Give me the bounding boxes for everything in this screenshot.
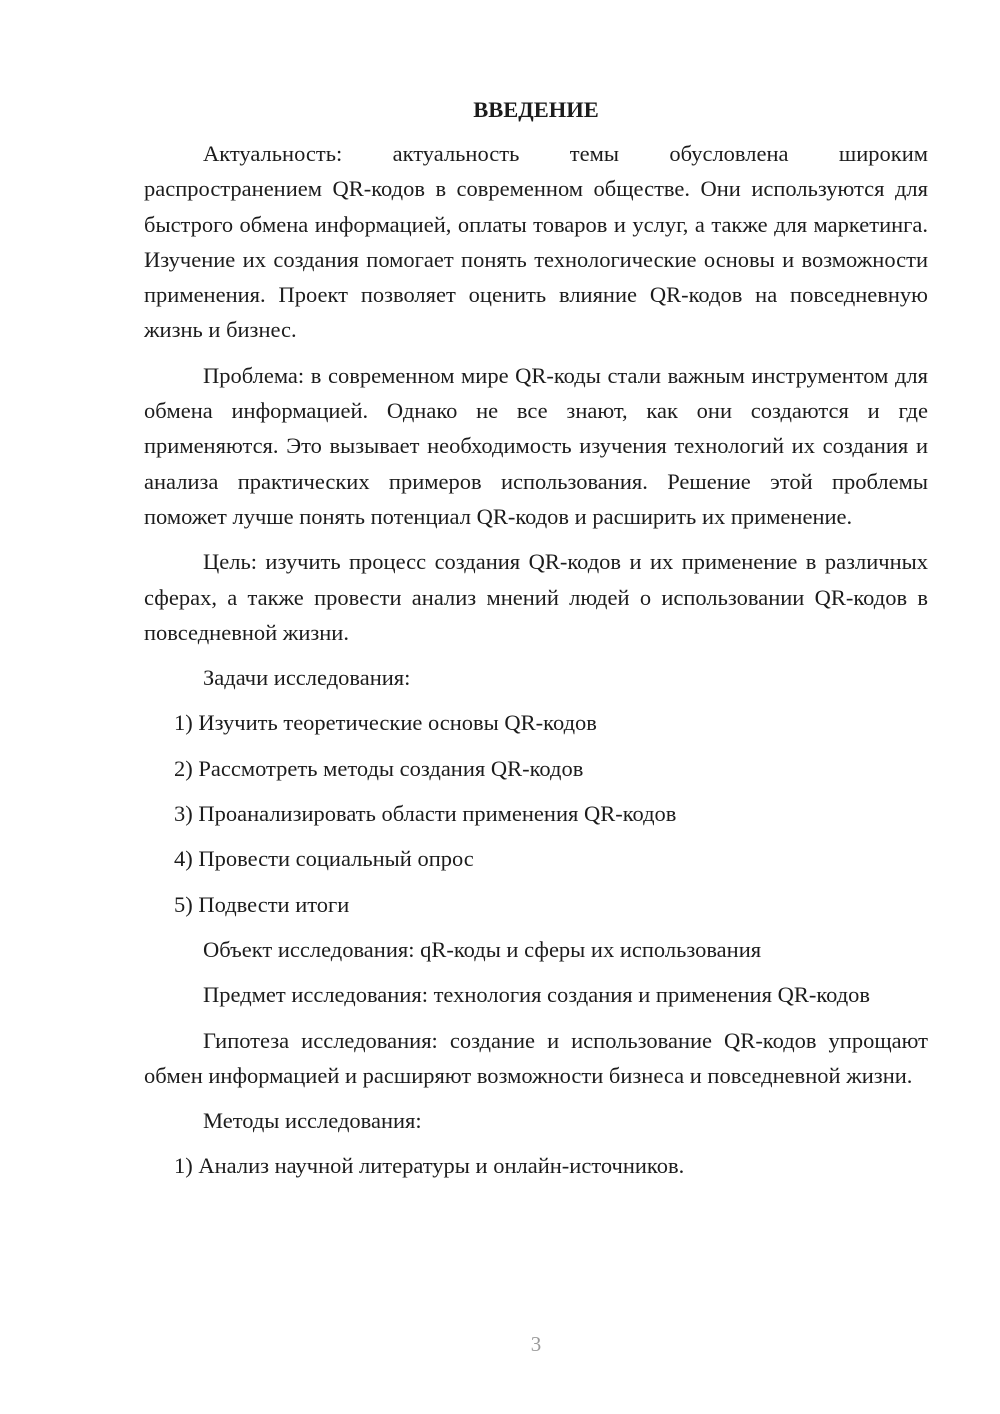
list-item: 5) Подвести итоги — [174, 891, 350, 917]
page-number: 3 — [530, 1332, 542, 1356]
methods-list — [144, 1148, 928, 1183]
tasks-list — [144, 705, 928, 921]
list-item: 3) Проанализировать области применения QR-кодов — [174, 801, 677, 827]
list-item: 1) Изучить теоретические основы QR-кодов — [174, 710, 597, 736]
object-paragraph: Объект исследования: qR-коды и сферы их использования — [203, 936, 762, 962]
list-item: 1) Анализ научной литературы и онлайн-источников. — [174, 1153, 685, 1179]
hypothesis-paragraph: Гипотеза исследования: создание и использование QR-кодов упрощают обмен информацией и расширяют возможности бизнеса и повседневной жизни. — [144, 1027, 928, 1088]
document-page — [144, 92, 928, 1194]
tasks-heading: Задачи исследования: — [203, 665, 411, 691]
section-title: ВВЕДЕНИЕ — [473, 97, 599, 122]
methods-heading: Методы исследования: — [203, 1108, 422, 1134]
relevance-paragraph: Актуальность: актуальность темы обусловлена широким распространением QR-кодов в современном обществе. Они используются для быстрого обмена информацией, оплаты товаров и услуг, а также для маркетинга. Изучение их создания помогает понять технологические основы и возможности применения. Проект позволяет оценить влияние QR-кодов на повседневную жизнь и бизнес. — [144, 141, 928, 343]
subject-paragraph: Предмет исследования: технология создания и применения QR-кодов — [203, 982, 871, 1008]
list-item: 2) Рассмотреть методы создания QR-кодов — [174, 755, 584, 781]
problem-paragraph: Проблема: в современном мире QR-коды стали важным инструментом для обмена информацией. Однако не все знают, как они создаются и где применяются. Это вызывает необходимость изучения технологий их создания и анализа практических примеров использования. Решение этой проблемы поможет лучше понять потенциал QR-кодов и расширить их применение. — [144, 362, 928, 529]
goal-paragraph: Цель: изучить процесс создания QR-кодов и их применение в различных сферах, а также провести анализ мнений людей о использовании QR-кодов в повседневной жизни. — [144, 549, 928, 645]
list-item: 4) Провести социальный опрос — [174, 846, 474, 872]
